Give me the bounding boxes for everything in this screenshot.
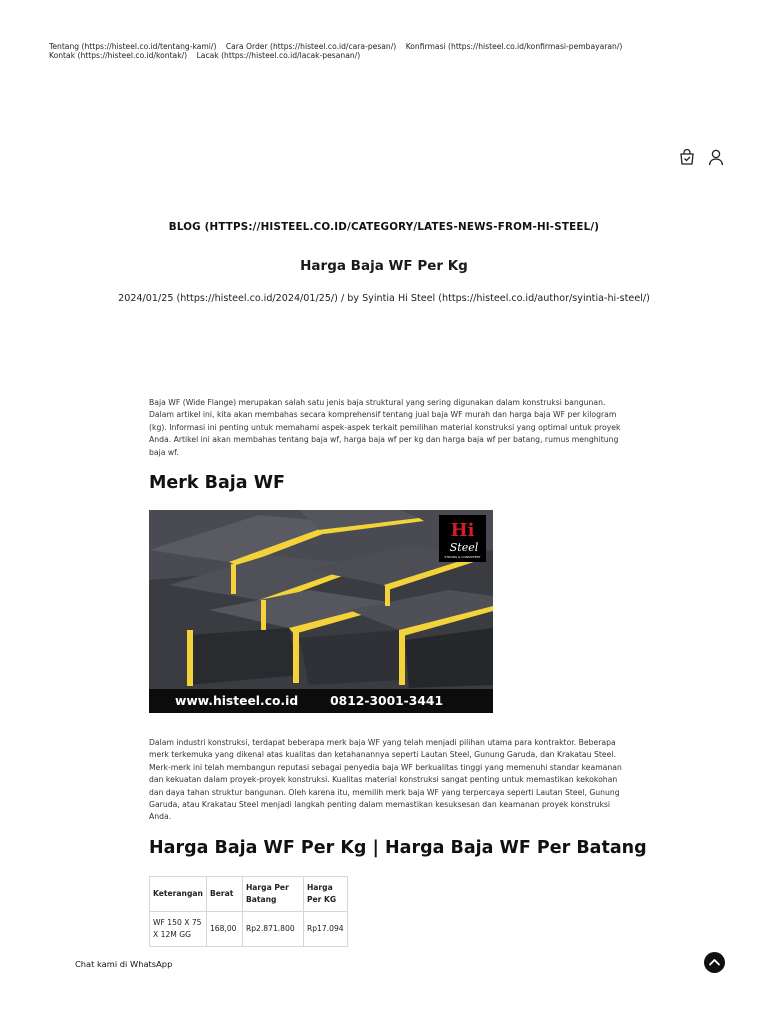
post-author-link[interactable]: Syintia Hi Steel (https://histeel.co.id/author/syintia-hi-steel/) (362, 293, 650, 304)
whatsapp-chat-button[interactable]: Chat kami di WhatsApp (75, 959, 173, 969)
meta-separator: / by (337, 293, 363, 304)
image-website: www.histeel.co.id (175, 694, 299, 708)
nav-link-tentang[interactable]: Tentang (https://histeel.co.id/tentang-kami/) (49, 42, 217, 51)
image-phone: 0812-3001-3441 (330, 694, 444, 708)
table-header-berat: Berat (206, 877, 242, 912)
product-image (149, 510, 493, 713)
shopping-bag-icon[interactable] (678, 148, 696, 166)
table-cell-keterangan: WF 150 X 75 X 12M GG (150, 912, 207, 947)
table-cell-harga-per-kg: Rp17.094 (303, 912, 347, 947)
post-meta (0, 293, 768, 304)
chevron-up-icon (704, 952, 725, 973)
table-cell-berat: 168,00 (206, 912, 242, 947)
table-header-harga-per-batang: Harga Per Batang (242, 877, 303, 912)
nav-link-kontak[interactable]: Kontak (https://histeel.co.id/kontak/) (49, 51, 188, 60)
table-header-keterangan: Keterangan (150, 877, 207, 912)
nav-link-lacak[interactable]: Lacak (https://histeel.co.id/lacak-pesanan/) (196, 51, 361, 60)
table-cell-harga-per-batang: Rp2.871.800 (242, 912, 303, 947)
post-date-link[interactable]: 2024/01/25 (https://histeel.co.id/2024/01/25/) (118, 293, 338, 304)
top-navigation (49, 42, 739, 60)
table-row (150, 912, 348, 947)
hi-steel-logo (439, 515, 486, 562)
intro-paragraph: Baja WF (Wide Flange) merupakan salah satu jenis baja struktural yang sering digunakan dalam konstruksi bangunan. Dalam artikel ini, kita akan membahas secara komprehensif tentang jual baja WF murah dan harga baja WF per kilogram (kg). Informasi ini penting untuk memahami aspek-aspek terkait pemilihan material konstruksi yang optimal untuk proyek Anda. Artikel ini akan membahas tentang baja wf, harga baja wf per kg dan harga baja wf per batang, rumus menghitung baja wf. (149, 398, 621, 457)
user-icon[interactable] (707, 148, 725, 166)
price-table (149, 876, 348, 947)
category-link[interactable]: BLOG (HTTPS://HISTEEL.CO.ID/CATEGORY/LATES-NEWS-FROM-HI-STEEL/) (168, 221, 600, 233)
svg-text:Steel: Steel (449, 541, 479, 554)
svg-text:Hi: Hi (450, 520, 475, 541)
heading-harga-baja-wf: Harga Baja WF Per Kg | Harga Baja WF Per Batang (149, 838, 647, 858)
table-header-row (150, 877, 348, 912)
post-category (0, 221, 768, 233)
nav-link-konfirmasi[interactable]: Konfirmasi (https://histeel.co.id/konfirmasi-pembayaran/) (405, 42, 623, 51)
nav-link-cara-order[interactable]: Cara Order (https://histeel.co.id/cara-pesan/) (225, 42, 397, 51)
table-header-harga-per-kg: Harga Per KG (303, 877, 347, 912)
merk-paragraph: Dalam industri konstruksi, terdapat beberapa merk baja WF yang telah menjadi pilihan utama para kontraktor. Beberapa merk terkemuka yang dikenal atas kualitas dan ketahanannya seperti Lautan Steel, Gunung Garuda, dan Krakatau Steel. Merk-merk ini telah membangun reputasi sebagai penyedia baja WF berkualitas tinggi yang memenuhi standar keamanan dan kekuatan dalam proyek-proyek konstruksi. Kualitas material konstruksi sangat penting untuk memastikan kekokohan dan daya tahan struktur bangunan. Oleh karena itu, memilih merk baja WF yang terpercaya seperti Lautan Steel, Gunung Garuda, atau Krakatau Steel menjadi langkah penting dalam memastikan kesuksesan dan keamanan proyek konstruksi Anda. (149, 738, 622, 822)
svg-text:STRONG & CONSISTENT: STRONG & CONSISTENT (444, 555, 481, 559)
scroll-to-top-button[interactable] (704, 952, 725, 973)
post-title: Harga Baja WF Per Kg (300, 258, 468, 274)
image-contact-bar (149, 689, 493, 713)
heading-merk-baja-wf: Merk Baja WF (149, 473, 285, 493)
header-icons (678, 148, 725, 166)
